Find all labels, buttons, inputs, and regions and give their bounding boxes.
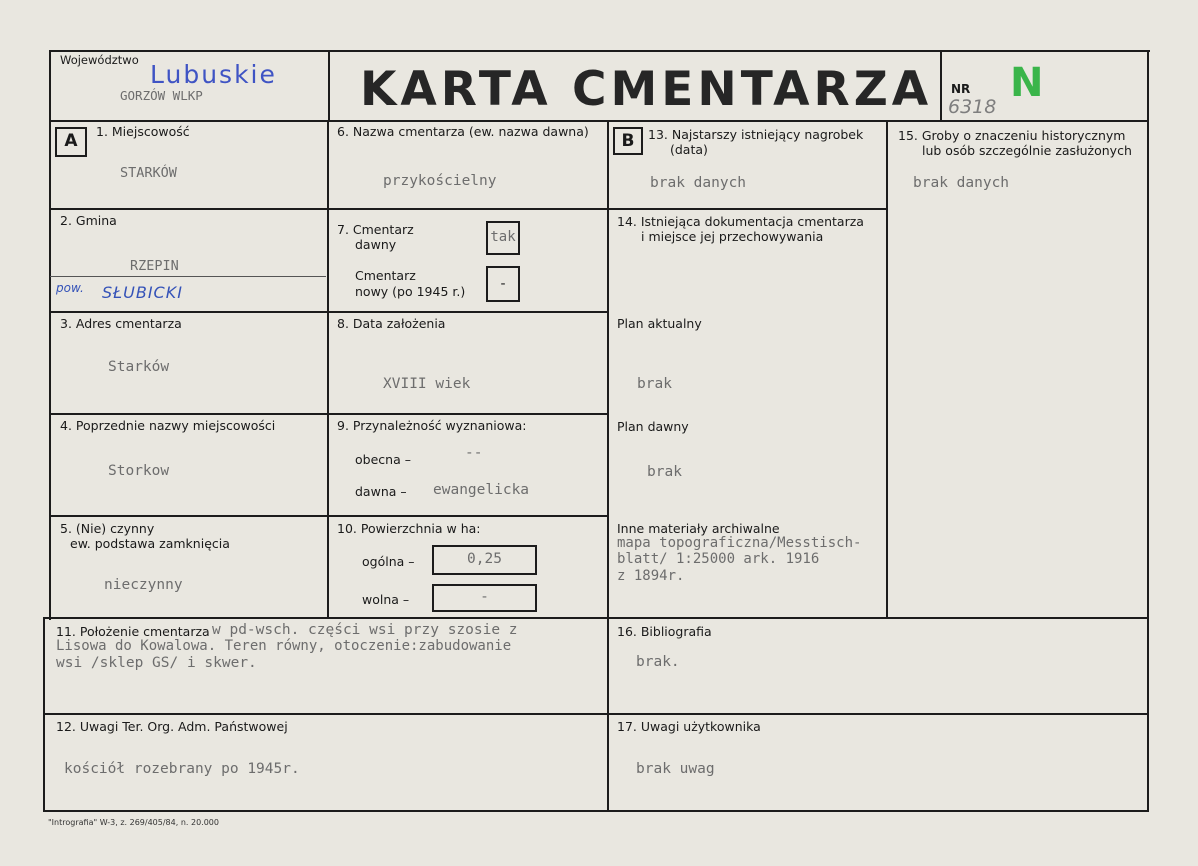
field-14-label-line1: 14. Istniejąca dokumentacja cmentarza	[617, 214, 864, 229]
field-10-ogolna-label: ogólna –	[362, 554, 415, 569]
field-16-label: 16. Bibliografia	[617, 624, 712, 639]
field-5-label-line2: ew. podstawa zamknięcia	[70, 536, 230, 551]
field-14-plan-dawny-label: Plan dawny	[617, 419, 689, 434]
field-13-value: brak danych	[650, 175, 747, 191]
field-9-dawna-label: dawna –	[355, 484, 407, 499]
nr-label: NR	[951, 82, 971, 96]
field-9-obecna-label: obecna –	[355, 452, 411, 467]
field-2-value: RZEPIN	[130, 258, 179, 274]
row-sep-3	[50, 413, 609, 415]
field-6-label: 6. Nazwa cmentarza (ew. nazwa dawna)	[337, 124, 589, 139]
field-4-value: Storkow	[108, 463, 170, 479]
frame-left-lower	[43, 618, 45, 812]
col-divider-b	[607, 120, 609, 812]
row-sep-6	[43, 713, 1149, 715]
header-divider-2	[940, 50, 942, 122]
field-14-inne-line1: mapa topograficzna/Messtisch-	[617, 535, 862, 551]
field-14-inne-label: Inne materiały archiwalne	[617, 521, 780, 536]
field-5-label-line1: 5. (Nie) czynny	[60, 521, 155, 536]
field-11-label: 11. Położenie cmentarza	[56, 624, 210, 639]
field-2-hand-value: SŁUBICKI	[102, 283, 183, 302]
field-1-value: STARKÓW	[120, 165, 177, 181]
field-2-label: 2. Gmina	[60, 213, 117, 228]
field-7-nowy-line2: nowy (po 1945 r.)	[355, 284, 466, 299]
row-sep-5	[43, 617, 1149, 619]
field-11-line1: w pd-wsch. części wsi przy szosie z	[212, 622, 518, 638]
field-4-label: 4. Poprzednie nazwy miejscowości	[60, 418, 276, 433]
field-15-label-line2: lub osób szczególnie zasłużonych	[922, 143, 1132, 158]
field-5-value: nieczynny	[104, 577, 183, 593]
field-17-value: brak uwag	[636, 761, 715, 777]
field-14-plan-dawny-value: brak	[647, 464, 682, 480]
field-8-value: XVIII wiek	[383, 376, 471, 392]
field-2-hand-prefix: pow.	[56, 281, 84, 295]
field-14-plan-aktualny-label: Plan aktualny	[617, 316, 702, 331]
section-b-box: B	[613, 127, 643, 155]
field-7-dawny-line2: dawny	[355, 237, 397, 252]
frame-left-upper	[49, 50, 51, 620]
field-16-value: brak.	[636, 654, 680, 670]
frame-top	[50, 50, 1150, 52]
nr-mark: N	[1010, 60, 1044, 106]
wojewodztwo-label: Województwo	[60, 53, 139, 67]
field-13-label-line1: 13. Najstarszy istniejący nagrobek	[648, 127, 864, 142]
field-10-ogolna-box: 0,25	[432, 545, 537, 575]
field-7-dawny-line1: 7. Cmentarz	[337, 222, 414, 237]
field-9-dawna-value: ewangelicka	[433, 482, 530, 498]
field-12-value: kościół rozebrany po 1945r.	[64, 761, 300, 777]
field-10-wolna-box: -	[432, 584, 537, 612]
field-7-dawny-box: tak	[486, 221, 520, 255]
field-3-value: Starków	[108, 359, 170, 375]
row-sep-2	[50, 311, 609, 313]
field-3-label: 3. Adres cmentarza	[60, 316, 182, 331]
field-13-label-line2: (data)	[670, 142, 708, 157]
field-7-nowy-line1: Cmentarz	[355, 268, 416, 283]
wojewodztwo-typed: GORZÓW WLKP	[120, 88, 203, 103]
col-divider-c	[886, 120, 888, 618]
field-11-line2: Lisowa do Kowalowa. Teren równy, otoczenie:zabudowanie	[56, 638, 512, 654]
field-12-label: 12. Uwagi Ter. Org. Adm. Państwowej	[56, 719, 288, 734]
field-1-label: 1. Miejscowość	[96, 124, 190, 139]
field-9-label: 9. Przynależność wyznaniowa:	[337, 418, 527, 433]
header-bottom-line	[50, 120, 1148, 122]
field-14-plan-aktualny-value: brak	[637, 376, 672, 392]
field-7-nowy-box: -	[486, 266, 520, 302]
field-6-value: przykościelny	[383, 173, 497, 189]
field-9-obecna-value: --	[465, 445, 483, 461]
field-10-label: 10. Powierzchnia w ha:	[337, 521, 481, 536]
field-10-wolna-label: wolna –	[362, 592, 410, 607]
header-divider-1	[328, 50, 330, 122]
nr-value: 6318	[948, 96, 997, 118]
field-15-value: brak danych	[913, 175, 1010, 191]
field-14-inne-line3: z 1894r.	[617, 568, 685, 584]
field-14-inne-line2: blatt/ 1:25000 ark. 1916	[617, 551, 820, 567]
wojewodztwo-stamp: Lubuskie	[150, 60, 277, 89]
field-11-line3: wsi /sklep GS/ i skwer.	[56, 655, 257, 671]
row-sep-1	[50, 208, 609, 210]
printer-imprint: "Intrografia" W-3, z. 269/405/84, n. 20.000	[48, 818, 219, 827]
gmina-underline	[50, 276, 326, 277]
card-title: KARTA CMENTARZA	[360, 62, 933, 117]
field-14-label-line2: i miejsce jej przechowywania	[641, 229, 824, 244]
field-8-label: 8. Data założenia	[337, 316, 446, 331]
row-sep-1b	[607, 208, 888, 210]
col-divider-a	[327, 120, 329, 618]
frame-bottom	[43, 810, 1149, 812]
frame-right	[1147, 50, 1149, 812]
row-sep-4	[50, 515, 609, 517]
section-a-box: A	[55, 127, 87, 157]
field-17-label: 17. Uwagi użytkownika	[617, 719, 761, 734]
field-15-label-line1: 15. Groby o znaczeniu historycznym	[898, 128, 1126, 143]
